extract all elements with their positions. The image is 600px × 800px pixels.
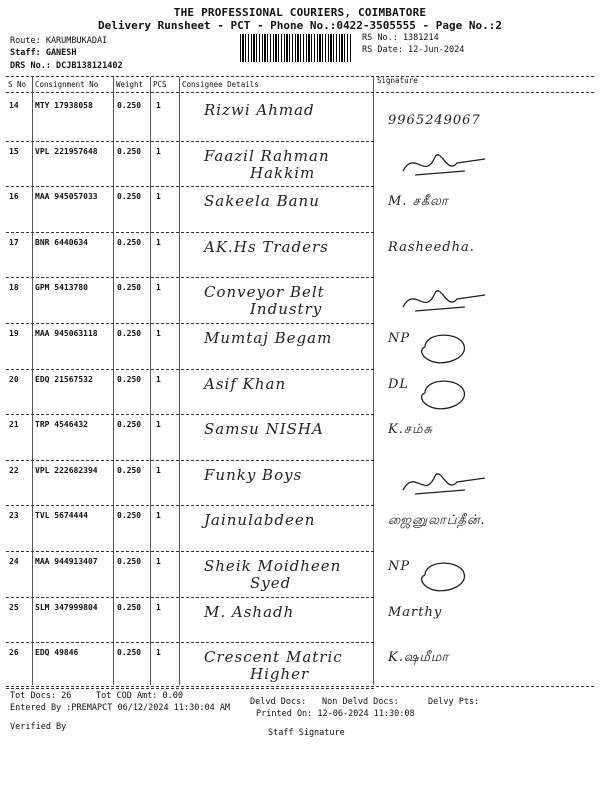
col-header-pcs: PCS: [153, 80, 167, 89]
signature-text: Rasheedha.: [388, 239, 475, 255]
row-rule: [6, 232, 374, 233]
drs-label: DRS No.: DCJB138121402: [10, 61, 123, 71]
pieces-value: 1: [156, 329, 161, 338]
consignment-number: TVL 5674444: [35, 511, 88, 521]
table-row: [0, 325, 600, 371]
weight-value: 0.250: [117, 101, 142, 110]
signature-text: NP: [388, 331, 411, 346]
table-row: [0, 188, 600, 234]
table-row: [0, 234, 600, 280]
table-row: [0, 143, 600, 189]
table-row: [0, 553, 600, 599]
weight-value: 0.250: [117, 374, 142, 384]
pieces-value: 1: [156, 420, 161, 430]
consignee-name: Jainulabdeen: [204, 511, 316, 530]
verified-by: Verified By: [10, 722, 67, 732]
consignment-number: MAA 944913407: [35, 557, 98, 566]
signature-scribble: [395, 555, 495, 595]
total-cod: Tot COD Amt: 0.00: [96, 691, 183, 701]
weight-value: 0.250: [117, 648, 142, 658]
weight-value: 0.250: [117, 465, 142, 475]
rs-number: RS No.: 1381214: [362, 33, 439, 43]
total-docs: Tot Docs: 26: [10, 691, 72, 701]
signature-scribble: [395, 327, 495, 367]
entered-by: Entered By :PREMAPCT 06/12/2024 11:30:04 AM: [10, 703, 231, 713]
pieces-value: 1: [156, 374, 161, 384]
consignee-name: Faazil Rahman: [204, 146, 330, 165]
weight-value: 0.250: [117, 557, 142, 566]
footer-rule: [6, 686, 594, 687]
table-row: [0, 416, 600, 462]
weight-value: 0.250: [117, 329, 142, 338]
consignment-number: BNR 6440634: [35, 237, 88, 247]
consignment-number: MAA 945063118: [35, 329, 98, 338]
printed-on: Printed On: 12-06-2024 11:30:08: [256, 709, 415, 719]
weight-value: 0.250: [117, 602, 142, 612]
signature-scribble: [395, 464, 495, 504]
consignee-name: Mumtaj Begam: [204, 329, 333, 347]
serial-number: 16: [9, 192, 19, 202]
signature-text: M. சகீலா: [388, 194, 449, 210]
pieces-value: 1: [156, 602, 161, 612]
row-rule: [6, 642, 374, 643]
row-rule: [6, 414, 374, 415]
serial-number: 26: [9, 648, 19, 658]
consignment-number: EDQ 21567532: [35, 374, 93, 384]
staff-signature-label: Staff Signature: [268, 728, 345, 738]
consignee-name: Sakeela Banu: [204, 192, 320, 211]
pieces-value: 1: [156, 465, 161, 475]
header-top-rule: [6, 76, 594, 77]
pieces-value: 1: [156, 237, 161, 247]
pieces-value: 1: [156, 557, 161, 566]
pieces-value: 1: [156, 283, 161, 293]
weight-value: 0.250: [117, 420, 142, 430]
consignee-name-line2: Higher: [250, 665, 310, 684]
serial-number: 23: [9, 511, 19, 521]
table-row: [0, 599, 600, 645]
serial-number: 15: [9, 146, 19, 156]
table-row: [0, 279, 600, 325]
table-row: [0, 462, 600, 508]
row-rule: [6, 186, 374, 187]
row-rule: [6, 597, 374, 598]
staff-label: Staff: GANESH: [10, 48, 77, 58]
pieces-value: 1: [156, 192, 161, 202]
delivered-docs: Delvd Docs:: [250, 697, 307, 707]
weight-value: 0.250: [117, 511, 142, 521]
consignee-name: Samsu NISHA: [204, 420, 324, 439]
pieces-value: 1: [156, 511, 161, 521]
serial-number: 18: [9, 283, 19, 293]
row-rule: [6, 688, 374, 689]
col-header-consignee: Consignee Details: [182, 80, 259, 89]
serial-number: 25: [9, 602, 19, 612]
row-rule: [6, 460, 374, 461]
signature-text: Marthy: [388, 604, 443, 620]
consignee-name-line2: Syed: [250, 574, 292, 592]
weight-value: 0.250: [117, 283, 142, 293]
signature-text: 9965249067: [388, 113, 481, 128]
table-row: [0, 507, 600, 553]
signature-scribble: [395, 281, 495, 321]
consignment-number: EDQ 49846: [35, 648, 79, 658]
consignment-number: SLM 347999804: [35, 602, 98, 612]
signature-text: K.ஷமீமா: [388, 650, 450, 666]
consignment-number: MAA 945057033: [35, 192, 98, 202]
row-rule: [6, 323, 374, 324]
pieces-value: 1: [156, 146, 161, 156]
serial-number: 24: [9, 557, 19, 566]
row-rule: [6, 551, 374, 552]
consignee-name: Crescent Matric: [204, 648, 343, 667]
signature-text: NP: [388, 559, 411, 574]
signature-text: ஜைனுலாப்தீன்.: [388, 513, 486, 529]
weight-value: 0.250: [117, 192, 142, 202]
row-rule: [6, 141, 374, 142]
non-delivered-docs: Non Delvd Docs:: [322, 697, 399, 707]
consignment-number: MTY 17938058: [35, 101, 93, 110]
weight-value: 0.250: [117, 146, 142, 156]
consignee-name: AK.Hs Traders: [204, 237, 329, 256]
col-header-weight: Weight: [116, 80, 144, 89]
route-label: Route: KARUMBUKADAI: [10, 36, 108, 46]
consignment-number: GPM 5413780: [35, 283, 88, 293]
consignee-name: Sheik Moidheen: [204, 557, 342, 575]
col-header-consignment: Consignment No: [35, 80, 99, 89]
pieces-value: 1: [156, 648, 161, 658]
col-header-sno: S No: [8, 80, 27, 89]
signature-text: DL: [388, 376, 410, 392]
signature-scribble: [395, 145, 495, 185]
serial-number: 21: [9, 420, 19, 430]
signature-text: K.சம்சு: [388, 422, 433, 438]
serial-number: 19: [9, 329, 19, 338]
table-row: [0, 371, 600, 417]
serial-number: 20: [9, 374, 19, 384]
consignee-name: Funky Boys: [204, 465, 303, 484]
weight-value: 0.250: [117, 237, 142, 247]
company-title: THE PROFESSIONAL COURIERS, COIMBATORE: [173, 6, 427, 19]
row-rule: [6, 369, 374, 370]
table-row: [0, 97, 600, 143]
consignee-name: Asif Khan: [204, 374, 287, 393]
consignment-number: VPL 222682394: [35, 465, 98, 475]
serial-number: 17: [9, 237, 19, 247]
consignee-name-line2: Industry: [250, 300, 323, 319]
pieces-value: 1: [156, 101, 161, 110]
consignment-number: VPL 221957648: [35, 146, 98, 156]
signature-scribble: [395, 373, 495, 413]
serial-number: 22: [9, 465, 19, 475]
consignee-name: Conveyor Belt: [204, 283, 325, 302]
consignee-name-line2: Hakkim: [250, 163, 316, 182]
row-rule: [6, 277, 374, 278]
rs-date: RS Date: 12-Jun-2024: [362, 45, 465, 55]
serial-number: 14: [9, 101, 19, 110]
col-header-signature: Signature: [377, 76, 418, 85]
row-rule: [6, 505, 374, 506]
runsheet-title: Delivery Runsheet - PCT - Phone No.:0422-3505555 - Page No.:2: [98, 19, 502, 32]
delivery-points: Delvy Pts:: [428, 697, 480, 707]
table-row: [0, 644, 600, 690]
consignee-name: Rizwi Ahmad: [204, 101, 315, 119]
header-bottom-rule: [6, 92, 594, 93]
consignee-name: M. Ashadh: [204, 602, 295, 621]
barcode: [240, 34, 352, 62]
consignment-number: TRP 4546432: [35, 420, 88, 430]
